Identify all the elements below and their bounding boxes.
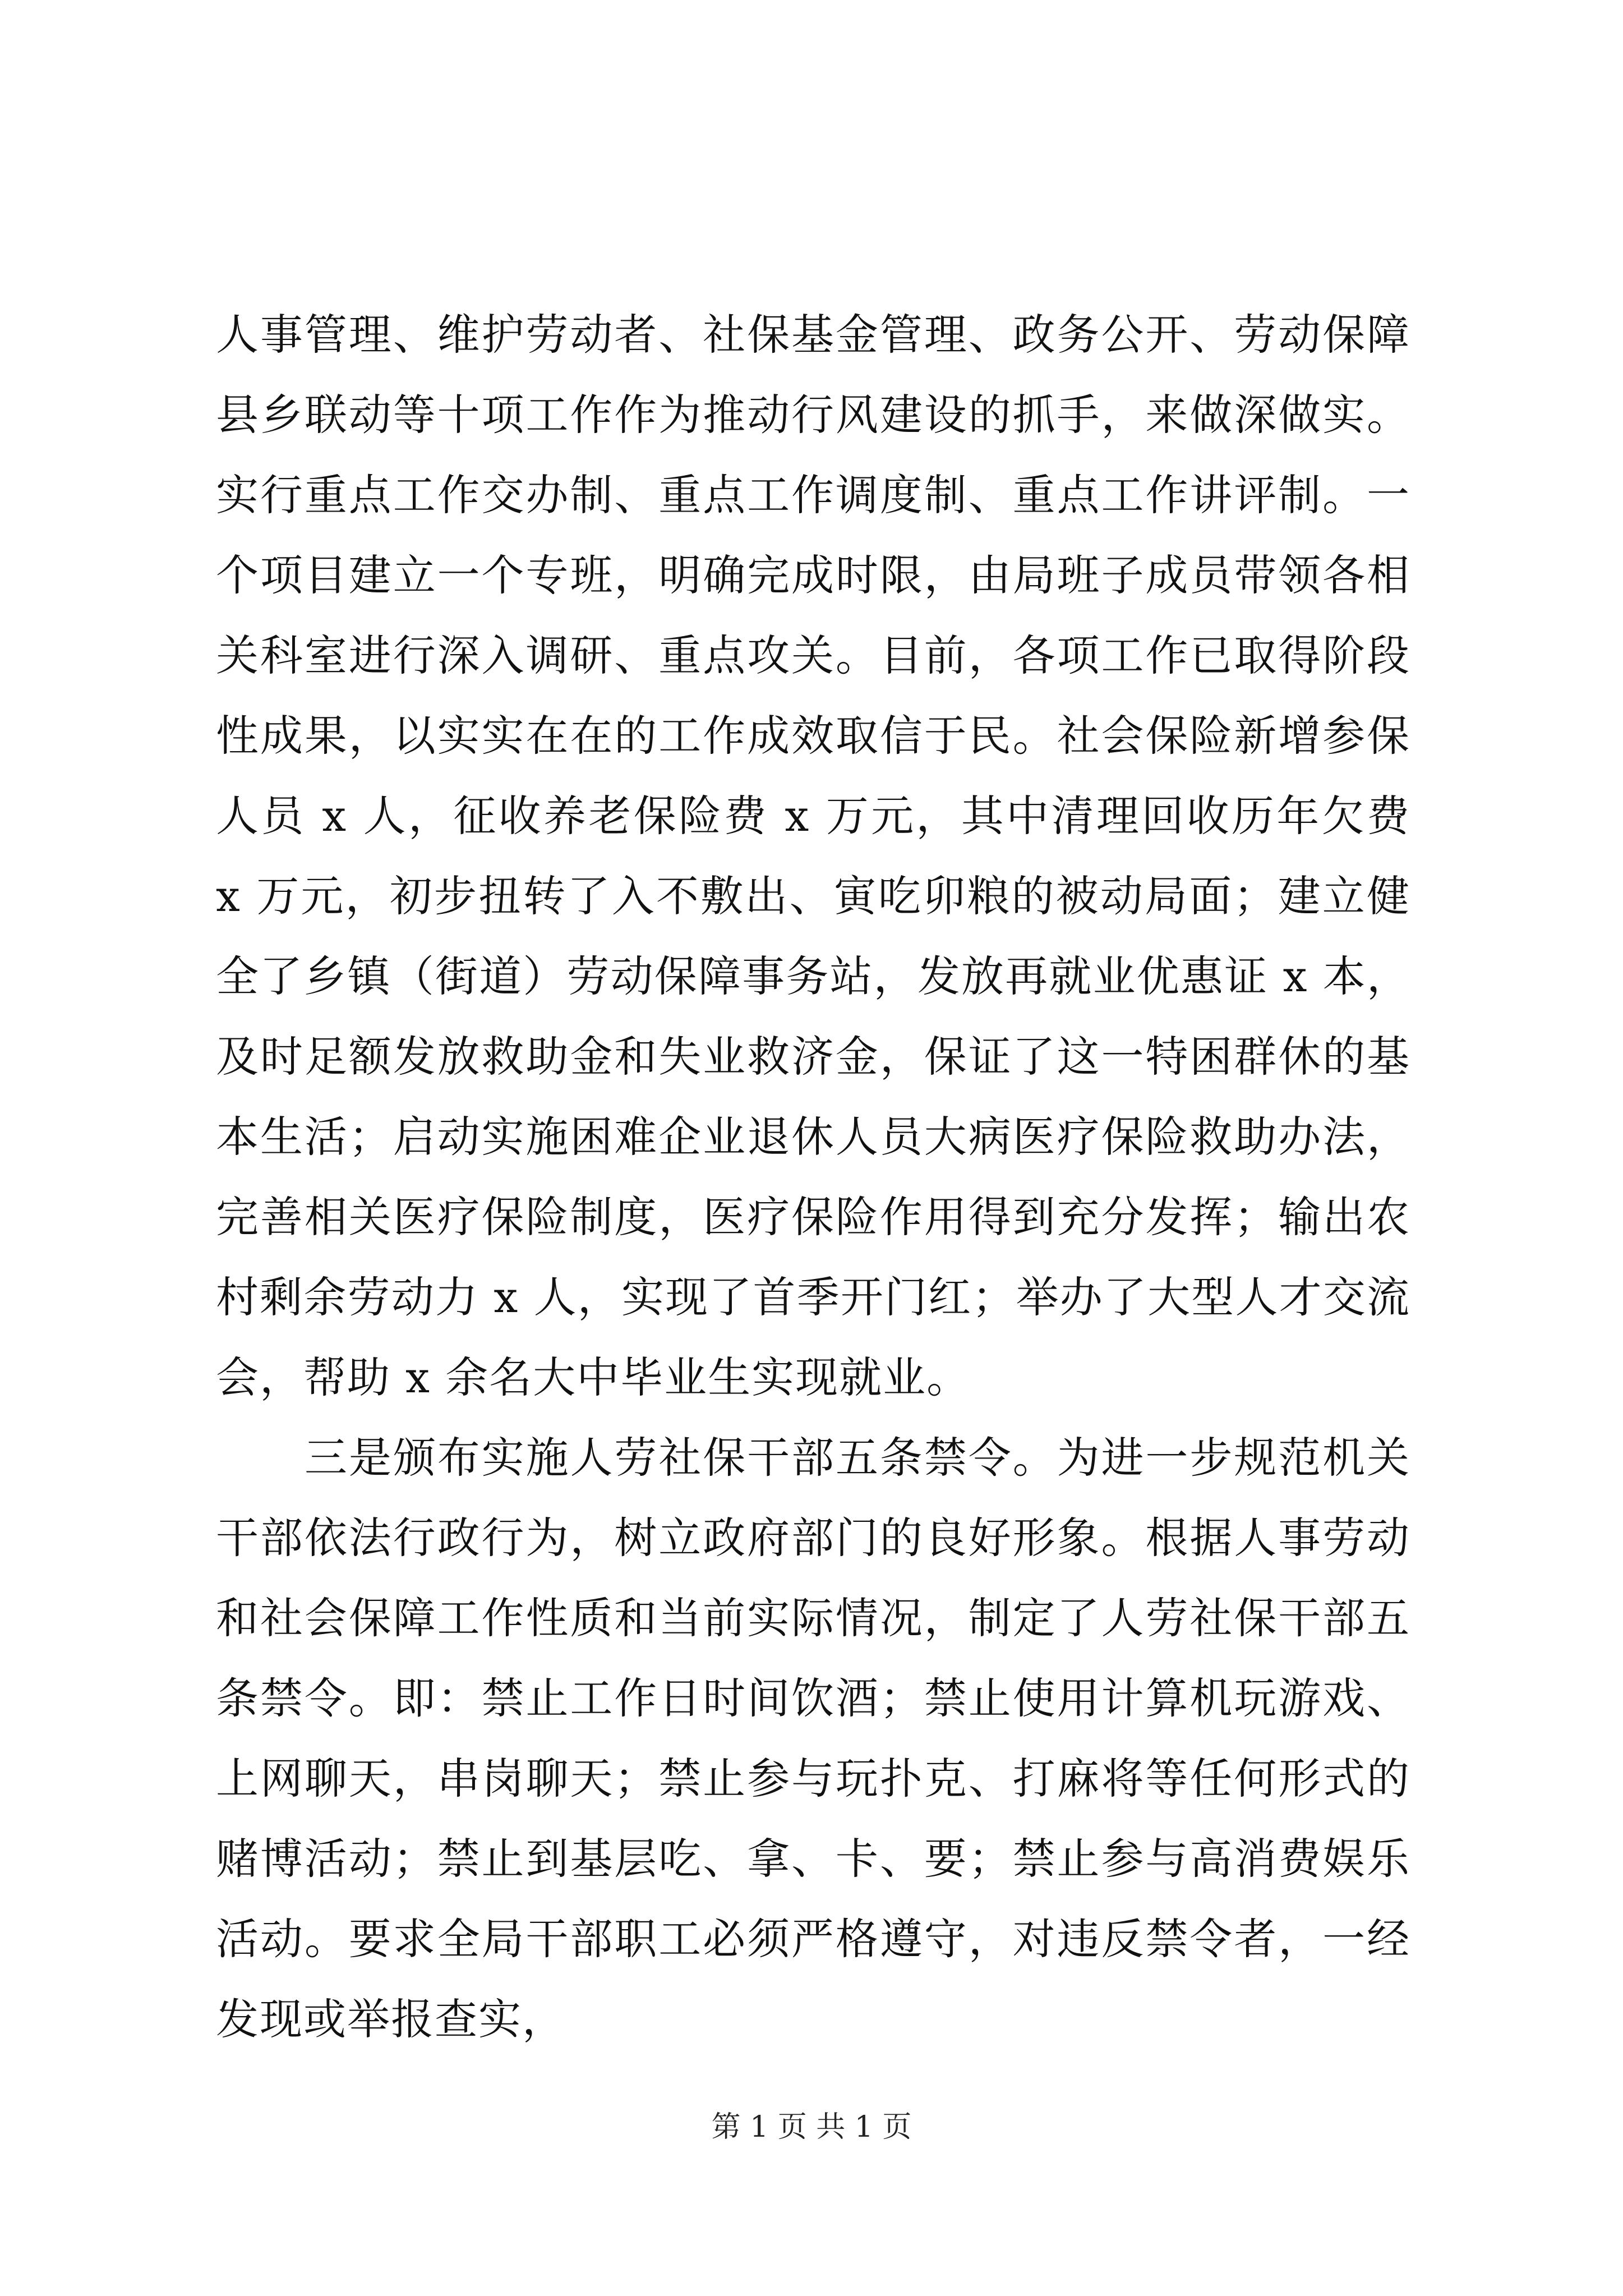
paragraph-five-prohibitions: 三是颁布实施人劳社保干部五条禁令。为进一步规范机关干部依法行政行为，树立政府部门的良好形象。根据人事劳动和社会保障工作性质和当前实际情况，制定了人劳社保干部五条禁令。即：禁止工作日时间饮酒；禁止使用计算机玩游戏、上网聊天，串岗聊天；禁止参与玩扑克、打麻将等任何形式的赌博活动；禁止到基层吃、拿、卡、要；禁止参与高消费娱乐活动。要求全局干部职工必须严格遵守，对违反禁令者，一经发现或举报查实， [216,1433,1410,2044]
page-footer: 第 1 页 共 1 页 [711,2110,912,2144]
document-body [216,295,1410,2059]
paragraph-continuation: 人事管理、维护劳动者、社保基金管理、政务公开、劳动保障县乡联动等十项工作作为推动行风建设的抓手，来做深做实。实行重点工作交办制、重点工作调度制、重点工作讲评制。一个项目建立一个专班，明确完成时限，由局班子成员带领各相关科室进行深入调研、重点攻关。目前，各项工作已取得阶段性成果，以实实在在的工作成效取信于民。社会保险新增参保人员 x 人，征收养老保险费 x 万元，其中清理回收历年欠费 x 万元，初步扭转了入不敷出、寅吃卯粮的被动局面；建立健全了乡镇（街道）劳动保障事务站，发放再就业优惠证 x 本，及时足额发放救助金和失业救济金，保证了这一特困群休的基本生活；启动实施困难企业退休人员大病医疗保险救助办法，完善相关医疗保险制度，医疗保险作用得到充分发挥；输出农村剩余劳动力 x 人，实现了首季开门红；举办了大型人才交流会，帮助 x 余名大中毕业生实现就业。 [216,310,1410,1402]
